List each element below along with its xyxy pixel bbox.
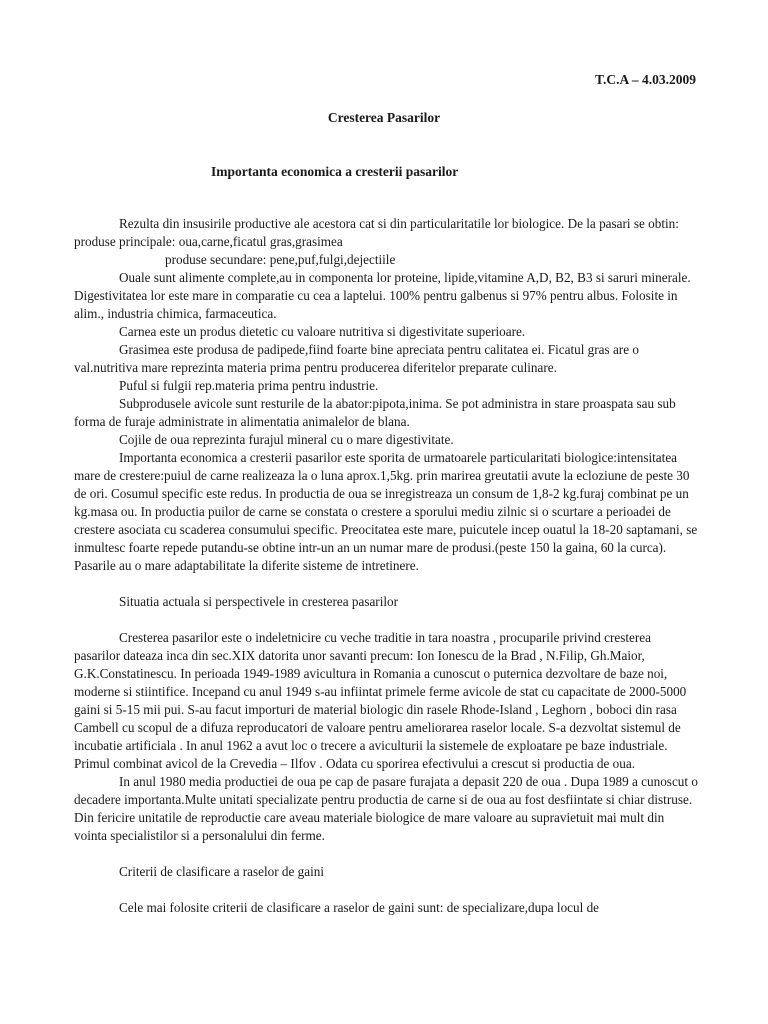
paragraph: produse secundare: pene,puf,fulgi,dejectiile <box>165 252 396 267</box>
document-title: Cresterea Pasarilor <box>327 110 441 125</box>
document-date: T.C.A – 4.03.2009 <box>594 72 696 87</box>
paragraph: Cojile de oua reprezinta furajul mineral cu o mare digestivitate. <box>119 432 454 447</box>
paragraph: Subprodusele avicole sunt resturile de la abator:pipota,inima. Se pot administra in stare proaspata sau sub forma de furaje administrate in alimentatia animalelor de blana. <box>74 396 676 429</box>
section-heading-importance: Importanta economica a cresterii pasarilor <box>211 164 459 179</box>
paragraph: Cele mai folosite criterii de clasificare a raselor de gaini sunt: de specializare,dupa locul de <box>119 900 600 915</box>
document-body <box>74 215 698 917</box>
paragraph: In anul 1980 media productiei de oua pe cap de pasare furajata a depasit 220 de oua . Dupa 1989 a cunoscut o decadere importanta.Multe unitati specializate pentru productia de carne si de oua au fost desfiintate si chiar distruse. Din fericire unitatile de reproductie care aveau materiale biologice de mare valoare au supravietuit mai mult din vointa specialistilor si a personalului din ferme. <box>74 774 698 843</box>
paragraph: Puful si fulgii rep.materia prima pentru industrie. <box>119 378 379 393</box>
paragraph: Importanta economica a cresterii pasarilor este sporita de urmatoarele particularitati biologice:intensitatea mare de crestere:puiul de carne realizeaza la o luna aprox.1,5kg. prin marirea greutatii avute la ecloziune de peste 30 de ori. Cosumul specific este redus. In productia de oua se inregistreaza un consum de 1,8-2 kg.furaj combinat pe un kg.masa ou. In productia puilor de carne se constata o crestere a sporului mediu zilnic si o scurtare a perioadei de crestere asociata cu scaderea consumului specific. Preocitatea este mare, puicutele incep ouatul la 18-20 saptamani, se inmultesc foarte repede putandu-se obtine intr-un an un numar mare de produsi.(peste 150 la gaina, 60 la curca). Pasarile au o mare adaptabilitate la diferite sisteme de intretinere. <box>74 450 698 573</box>
section-heading-current-situation: Situatia actuala si perspectivele in cresterea pasarilor <box>119 594 399 609</box>
paragraph: Grasimea este produsa de padipede,fiind foarte bine apreciata pentru calitatea ei. Ficatul gras are o val.nutritiva mare reprezinta materia prima pentru producerea diferitelor preparate culinare. <box>74 342 639 375</box>
paragraph: Cresterea pasarilor este o indeletnicire cu veche traditie in tara noastra , procuparile privind cresterea pasarilor dateaza inca din sec.XIX datorita unor savanti precum: Ion Ionescu de la Brad , N.Filip, Gh.Maior, G.K.Constatinescu. In perioada 1949-1989 avicultura in Romania a cunoscut o puternica dezvoltare de baze noi, moderne si stiintifice. Incepand cu anul 1949 s-au infiintat primele ferme avicole de stat cu capacitate de 2000-5000 gaini si 5-15 mii pui. S-au facut importuri de material biologic din rasele Rhode-Island , Leghorn , boboci din rasa Cambell cu scopul de a difuza reproducatori de valoare pentru ameliorarea raselor locale. S-a dezvoltat sistemul de incubatie artificiala . In anul 1962 a avut loc o trecere a aviculturii la sistemele de exploatare pe baze industriale. Primul combinat avicol de la Crevedia – Ilfov . Odata cu sporirea efectivului a crescut si productia de oua. <box>74 630 687 771</box>
paragraph: Rezulta din insusirile productive ale acestora cat si din particularitatile lor biologice. De la pasari se obtin: produse principale: oua,carne,ficatul gras,grasimea <box>74 216 679 249</box>
paragraph: Ouale sunt alimente complete,au in componenta lor proteine, lipide,vitamine A,D, B2, B3 si saruri minerale. Digestivitatea lor este mare in comparatie cu cea a laptelui. 100% pentru galbenus si 97% pentru albus. Folosite in alim., industria chimica, farmaceutica. <box>74 270 691 321</box>
section-heading-classification: Criterii de clasificare a raselor de gaini <box>119 864 325 879</box>
paragraph: Carnea este un produs dietetic cu valoare nutritiva si digestivitate superioare. <box>119 324 526 339</box>
